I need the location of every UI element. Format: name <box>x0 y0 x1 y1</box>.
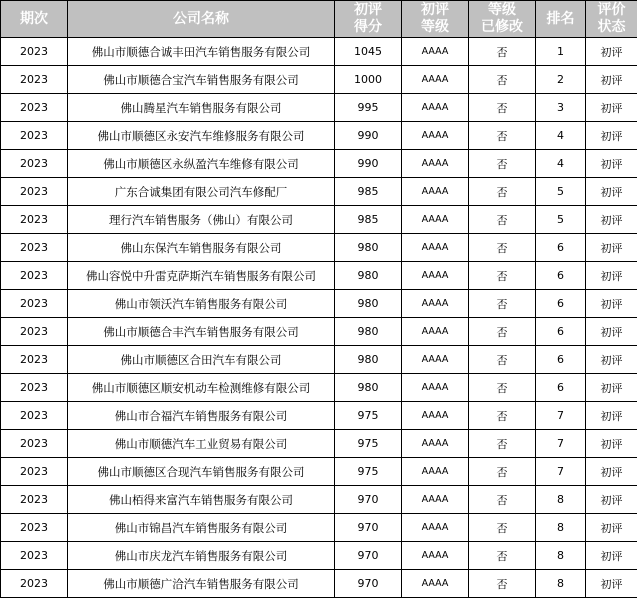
table-row <box>1 486 637 514</box>
cell-status: 初评 <box>586 150 637 178</box>
cell-period: 2023 <box>1 122 68 150</box>
cell-rank: 8 <box>536 570 586 598</box>
cell-status: 初评 <box>586 402 637 430</box>
table-row <box>1 38 637 66</box>
cell-level: AAAA <box>402 66 469 94</box>
cell-period: 2023 <box>1 402 68 430</box>
cell-status: 初评 <box>586 542 637 570</box>
cell-company: 佛山市顺德汽车工业贸易有限公司 <box>68 430 335 458</box>
cell-rank: 6 <box>536 234 586 262</box>
cell-status: 初评 <box>586 430 637 458</box>
cell-company: 佛山市顺德区永纵盈汽车维修有限公司 <box>68 150 335 178</box>
cell-company: 佛山市顺德广洽汽车销售服务有限公司 <box>68 570 335 598</box>
cell-rank: 6 <box>536 290 586 318</box>
cell-score: 970 <box>335 542 402 570</box>
table-row <box>1 290 637 318</box>
header-level-line2: 等级 <box>421 19 449 35</box>
cell-rank: 2 <box>536 66 586 94</box>
cell-status: 初评 <box>586 234 637 262</box>
cell-status: 初评 <box>586 206 637 234</box>
table-row <box>1 346 637 374</box>
cell-period: 2023 <box>1 514 68 542</box>
table-row <box>1 570 637 598</box>
cell-company: 广东合诚集团有限公司汽车修配厂 <box>68 178 335 206</box>
table-row <box>1 178 637 206</box>
cell-status: 初评 <box>586 94 637 122</box>
cell-modified: 否 <box>469 290 536 318</box>
table-row <box>1 66 637 94</box>
cell-company: 佛山市顺德合诚丰田汽车销售服务有限公司 <box>68 38 335 66</box>
header-rank: 排名 <box>536 1 586 38</box>
cell-level: AAAA <box>402 234 469 262</box>
cell-rank: 6 <box>536 318 586 346</box>
cell-modified: 否 <box>469 374 536 402</box>
cell-level: AAAA <box>402 402 469 430</box>
cell-level: AAAA <box>402 374 469 402</box>
cell-modified: 否 <box>469 570 536 598</box>
header-modified <box>469 1 536 38</box>
cell-level: AAAA <box>402 318 469 346</box>
cell-modified: 否 <box>469 234 536 262</box>
table-row <box>1 402 637 430</box>
table-row <box>1 206 637 234</box>
cell-period: 2023 <box>1 290 68 318</box>
cell-modified: 否 <box>469 430 536 458</box>
cell-period: 2023 <box>1 262 68 290</box>
cell-rank: 6 <box>536 262 586 290</box>
cell-level: AAAA <box>402 206 469 234</box>
cell-period: 2023 <box>1 430 68 458</box>
cell-score: 990 <box>335 150 402 178</box>
cell-modified: 否 <box>469 38 536 66</box>
cell-modified: 否 <box>469 402 536 430</box>
cell-modified: 否 <box>469 318 536 346</box>
cell-score: 970 <box>335 486 402 514</box>
cell-score: 985 <box>335 178 402 206</box>
cell-score: 980 <box>335 346 402 374</box>
cell-score: 980 <box>335 318 402 346</box>
cell-level: AAAA <box>402 542 469 570</box>
cell-status: 初评 <box>586 318 637 346</box>
cell-level: AAAA <box>402 122 469 150</box>
table-row <box>1 458 637 486</box>
cell-company: 理行汽车销售服务（佛山）有限公司 <box>68 206 335 234</box>
cell-score: 975 <box>335 402 402 430</box>
cell-modified: 否 <box>469 122 536 150</box>
cell-rank: 7 <box>536 458 586 486</box>
header-score <box>335 1 402 38</box>
cell-company: 佛山栢得来富汽车销售服务有限公司 <box>68 486 335 514</box>
cell-status: 初评 <box>586 122 637 150</box>
cell-period: 2023 <box>1 150 68 178</box>
header-status-line2: 状态 <box>597 19 626 35</box>
cell-level: AAAA <box>402 346 469 374</box>
header-modified-line1: 等级 <box>488 2 516 18</box>
cell-score: 985 <box>335 206 402 234</box>
cell-company: 佛山容悦中升雷克萨斯汽车销售服务有限公司 <box>68 262 335 290</box>
cell-rank: 7 <box>536 402 586 430</box>
cell-score: 980 <box>335 234 402 262</box>
cell-rank: 6 <box>536 374 586 402</box>
cell-modified: 否 <box>469 150 536 178</box>
cell-company: 佛山市庆龙汽车销售服务有限公司 <box>68 542 335 570</box>
cell-rank: 3 <box>536 94 586 122</box>
cell-modified: 否 <box>469 66 536 94</box>
cell-company: 佛山市顺德合丰汽车销售服务有限公司 <box>68 318 335 346</box>
table-row <box>1 150 637 178</box>
cell-period: 2023 <box>1 458 68 486</box>
cell-company: 佛山市顺德区顺安机动车检测维修有限公司 <box>68 374 335 402</box>
cell-company: 佛山腾星汽车销售服务有限公司 <box>68 94 335 122</box>
cell-score: 980 <box>335 262 402 290</box>
header-row <box>1 1 637 38</box>
cell-level: AAAA <box>402 514 469 542</box>
cell-modified: 否 <box>469 206 536 234</box>
cell-company: 佛山市顺德合宝汽车销售服务有限公司 <box>68 66 335 94</box>
cell-company: 佛山市顺德区永安汽车维修服务有限公司 <box>68 122 335 150</box>
cell-rank: 5 <box>536 178 586 206</box>
cell-score: 995 <box>335 94 402 122</box>
cell-level: AAAA <box>402 262 469 290</box>
cell-level: AAAA <box>402 290 469 318</box>
cell-period: 2023 <box>1 318 68 346</box>
cell-level: AAAA <box>402 458 469 486</box>
cell-status: 初评 <box>586 290 637 318</box>
table-row <box>1 262 637 290</box>
header-score-line1: 初评 <box>354 2 382 18</box>
cell-status: 初评 <box>586 262 637 290</box>
cell-modified: 否 <box>469 514 536 542</box>
table-row <box>1 234 637 262</box>
table-row <box>1 318 637 346</box>
header-status <box>586 1 637 38</box>
cell-rank: 7 <box>536 430 586 458</box>
cell-period: 2023 <box>1 94 68 122</box>
cell-rank: 8 <box>536 486 586 514</box>
cell-company: 佛山市领沃汽车销售服务有限公司 <box>68 290 335 318</box>
header-company: 公司名称 <box>68 1 335 38</box>
cell-status: 初评 <box>586 486 637 514</box>
cell-modified: 否 <box>469 458 536 486</box>
table-row <box>1 514 637 542</box>
cell-level: AAAA <box>402 178 469 206</box>
header-status-line1: 评价 <box>597 2 626 18</box>
cell-rank: 8 <box>536 514 586 542</box>
header-level-line1: 初评 <box>421 2 449 18</box>
cell-company: 佛山市锦昌汽车销售服务有限公司 <box>68 514 335 542</box>
cell-status: 初评 <box>586 458 637 486</box>
cell-modified: 否 <box>469 486 536 514</box>
header-level <box>402 1 469 38</box>
cell-score: 980 <box>335 374 402 402</box>
cell-company: 佛山市顺德区合田汽车有限公司 <box>68 346 335 374</box>
table-row <box>1 542 637 570</box>
cell-rank: 5 <box>536 206 586 234</box>
header-period: 期次 <box>1 1 68 38</box>
cell-modified: 否 <box>469 542 536 570</box>
cell-status: 初评 <box>586 570 637 598</box>
cell-level: AAAA <box>402 430 469 458</box>
cell-modified: 否 <box>469 178 536 206</box>
cell-period: 2023 <box>1 542 68 570</box>
cell-status: 初评 <box>586 374 637 402</box>
cell-score: 1000 <box>335 66 402 94</box>
table-row <box>1 122 637 150</box>
cell-company: 佛山市合福汽车销售服务有限公司 <box>68 402 335 430</box>
cell-period: 2023 <box>1 178 68 206</box>
cell-status: 初评 <box>586 346 637 374</box>
cell-score: 975 <box>335 430 402 458</box>
cell-score: 970 <box>335 514 402 542</box>
cell-period: 2023 <box>1 234 68 262</box>
cell-level: AAAA <box>402 38 469 66</box>
cell-period: 2023 <box>1 570 68 598</box>
cell-level: AAAA <box>402 570 469 598</box>
cell-period: 2023 <box>1 374 68 402</box>
header-modified-line2: 已修改 <box>481 19 523 35</box>
cell-company: 佛山东保汽车销售服务有限公司 <box>68 234 335 262</box>
cell-rank: 8 <box>536 542 586 570</box>
table-row <box>1 374 637 402</box>
cell-rank: 6 <box>536 346 586 374</box>
cell-modified: 否 <box>469 346 536 374</box>
cell-status: 初评 <box>586 514 637 542</box>
cell-modified: 否 <box>469 262 536 290</box>
cell-modified: 否 <box>469 94 536 122</box>
cell-score: 990 <box>335 122 402 150</box>
table-row <box>1 430 637 458</box>
cell-rank: 1 <box>536 38 586 66</box>
cell-score: 980 <box>335 290 402 318</box>
cell-rank: 4 <box>536 122 586 150</box>
cell-score: 970 <box>335 570 402 598</box>
cell-level: AAAA <box>402 150 469 178</box>
cell-score: 975 <box>335 458 402 486</box>
table-body <box>1 38 637 598</box>
cell-status: 初评 <box>586 178 637 206</box>
cell-score: 1045 <box>335 38 402 66</box>
table-row <box>1 94 637 122</box>
cell-rank: 4 <box>536 150 586 178</box>
cell-company: 佛山市顺德区合现汽车销售服务有限公司 <box>68 458 335 486</box>
cell-period: 2023 <box>1 206 68 234</box>
header-score-line2: 得分 <box>354 19 382 35</box>
cell-period: 2023 <box>1 486 68 514</box>
cell-level: AAAA <box>402 94 469 122</box>
cell-period: 2023 <box>1 66 68 94</box>
cell-period: 2023 <box>1 38 68 66</box>
cell-level: AAAA <box>402 486 469 514</box>
cell-period: 2023 <box>1 346 68 374</box>
cell-status: 初评 <box>586 38 637 66</box>
cell-status: 初评 <box>586 66 637 94</box>
